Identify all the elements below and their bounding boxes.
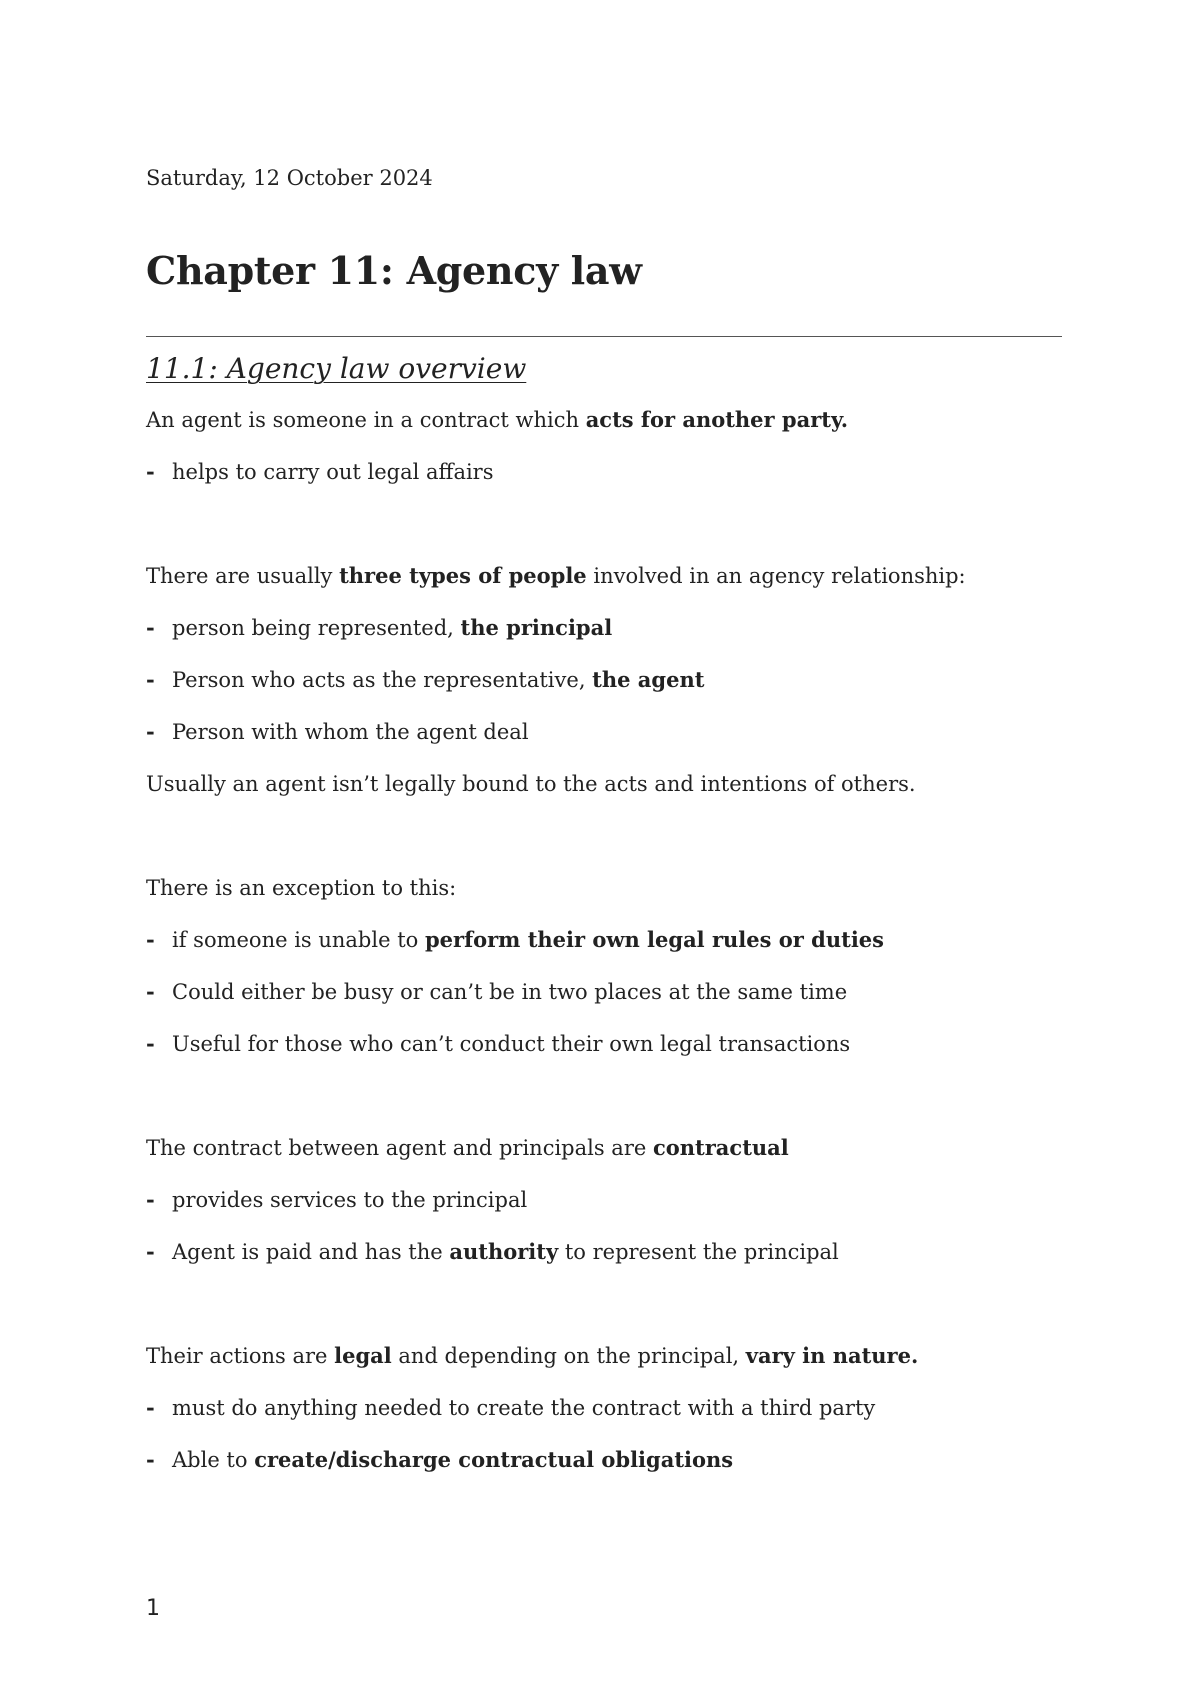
- list-item: - if someone is unable to perform their own legal rules or duties: [146, 927, 884, 952]
- bullet-dash: -: [146, 719, 155, 744]
- bullet-dash: -: [146, 979, 155, 1004]
- list-item: - Person who acts as the representative, the agent: [146, 667, 705, 692]
- bullet-dash: -: [146, 1187, 155, 1212]
- list-item: - Able to create/discharge contractual obligations: [146, 1447, 734, 1472]
- bullet-dash: -: [146, 1447, 155, 1472]
- list-item: - person being represented, the principal: [146, 615, 613, 640]
- list-item: - Could either be busy or can’t be in two places at the same time: [146, 979, 848, 1004]
- chapter-title: Chapter 11: Agency law: [146, 248, 642, 293]
- title-divider: [146, 336, 1062, 337]
- section-heading: 11.1: Agency law overview: [146, 352, 527, 385]
- bullet-dash: -: [146, 1031, 155, 1056]
- bullet-dash: -: [146, 1395, 155, 1420]
- bullet-dash: -: [146, 1239, 155, 1264]
- bullet-dash: -: [146, 615, 155, 640]
- bullet-dash: -: [146, 667, 155, 692]
- bullet-dash: -: [146, 927, 155, 952]
- list-item: - Useful for those who can’t conduct their own legal transactions: [146, 1031, 851, 1056]
- page-number: 1: [146, 1596, 160, 1621]
- paragraph: There is an exception to this:: [146, 876, 457, 900]
- bullet-dash: -: [146, 459, 155, 484]
- list-item: - provides services to the principal: [146, 1187, 528, 1212]
- paragraph: An agent is someone in a contract which acts for another party.: [146, 407, 849, 432]
- paragraph: Usually an agent isn’t legally bound to the acts and intentions of others.: [146, 772, 916, 796]
- list-item: - helps to carry out legal affairs: [146, 459, 494, 484]
- paragraph: The contract between agent and principals are contractual: [146, 1135, 789, 1160]
- document-date: Saturday, 12 October 2024: [146, 166, 433, 190]
- list-item: - Person with whom the agent deal: [146, 719, 529, 744]
- paragraph: There are usually three types of people involved in an agency relationship:: [146, 563, 966, 588]
- list-item: - must do anything needed to create the contract with a third party: [146, 1395, 876, 1420]
- paragraph: Their actions are legal and depending on the principal, vary in nature.: [146, 1343, 919, 1368]
- list-item: - Agent is paid and has the authority to represent the principal: [146, 1239, 839, 1264]
